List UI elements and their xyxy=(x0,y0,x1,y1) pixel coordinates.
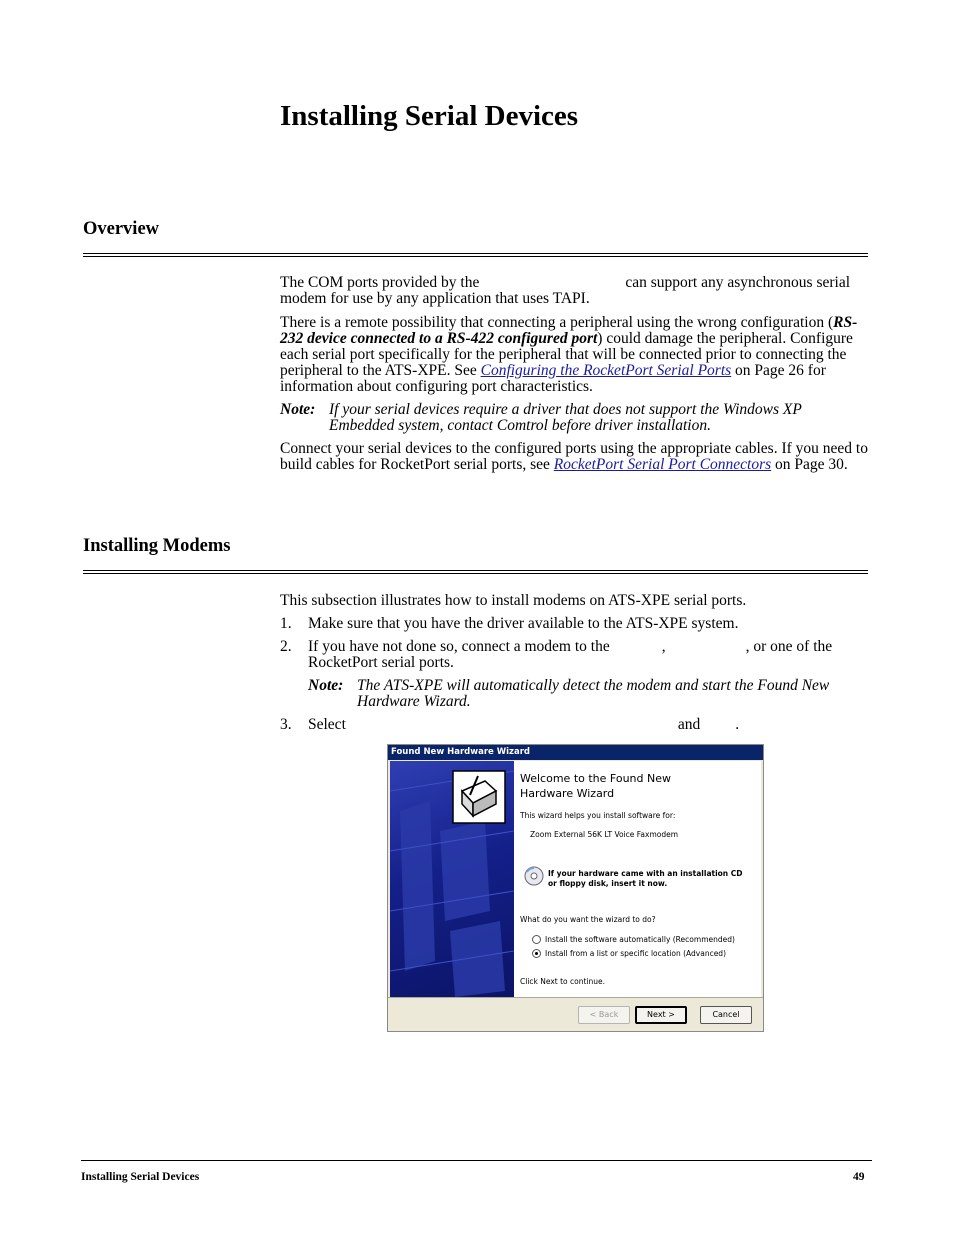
p1-text-b: can support any asynchronous serial modem for use by any application that uses TAPI. xyxy=(280,274,851,307)
p2-text-c: on Page 26 for information about configuring port characteristics. xyxy=(280,362,826,395)
overview-rule xyxy=(83,253,868,257)
radio-install-automatically[interactable] xyxy=(532,935,735,944)
overview-note xyxy=(280,402,870,434)
wizard-banner-art xyxy=(390,761,514,997)
insert-cd-text xyxy=(548,869,743,889)
modems-note xyxy=(280,678,870,710)
step-number: 3. xyxy=(280,716,292,733)
p3-text-a: Connect your serial devices to the configured ports using the appropriate cables. If you need to build cables for RocketPort serial ports, see xyxy=(280,440,868,473)
wizard-heading-line-1: Welcome to the Found New xyxy=(520,772,671,785)
step-text xyxy=(308,639,870,671)
note-text: If your serial devices require a driver that does not support the Windows XP Embedded system, contact Comtrol before driver installation. xyxy=(329,401,802,434)
footer-rule xyxy=(81,1160,872,1161)
dialog-separator xyxy=(388,997,763,998)
modems-rule xyxy=(83,570,868,574)
overview-paragraph-2 xyxy=(280,315,870,395)
cancel-button[interactable]: Cancel xyxy=(700,1006,752,1024)
back-button[interactable]: < Back xyxy=(578,1006,630,1024)
cd-icon xyxy=(523,865,545,887)
note-label: Note: xyxy=(280,401,316,418)
dialog-body xyxy=(390,761,761,997)
p3-text-b: on Page 30. xyxy=(775,456,848,473)
page-number: 49 xyxy=(853,1171,865,1183)
overview-heading: Overview xyxy=(83,219,160,239)
overview-body xyxy=(280,275,870,473)
link-configuring-ports[interactable]: Configuring the RocketPort Serial Ports xyxy=(480,362,732,379)
overview-paragraph-3 xyxy=(280,441,870,473)
wizard-helps-text: This wizard helps you install software for: xyxy=(520,811,676,820)
device-name: Zoom External 56K LT Voice Faxmodem xyxy=(530,830,679,839)
link-rocketport-connectors[interactable]: RocketPort Serial Port Connectors xyxy=(553,456,772,473)
wizard-content xyxy=(520,761,760,997)
step-number: 1. xyxy=(280,615,292,632)
note-text: The ATS-XPE will automatically detect the modem and start the Found New Hardware Wizard. xyxy=(357,677,830,710)
step-text: Make sure that you have the driver available to the ATS-XPE system. xyxy=(308,615,739,632)
modems-intro: This subsection illustrates how to install modems on ATS-XPE serial ports. xyxy=(280,592,747,609)
wizard-heading-line-2: Hardware Wizard xyxy=(520,787,615,800)
p1-text-a: The COM ports provided by the xyxy=(280,274,480,291)
overview-paragraph-1 xyxy=(280,275,870,307)
continue-text: Click Next to continue. xyxy=(520,977,606,986)
step2-text-c: , or one of the RocketPort serial ports. xyxy=(308,638,833,671)
radio-label: Install the software automatically (Recommended) xyxy=(545,935,735,944)
p2-bold-text: RS-232 device connected to a RS-422 configured port xyxy=(280,314,858,347)
cd-line-2: or floppy disk, insert it now. xyxy=(548,879,668,888)
dialog-title: Found New Hardware Wizard xyxy=(388,745,763,760)
wizard-question: What do you want the wizard to do? xyxy=(520,915,656,924)
p2-text-a: There is a remote possibility that connecting a peripheral using the wrong configuration ( xyxy=(280,314,834,331)
p2-text-b: ) could damage the peripheral. Configure each serial port specifically for the peripheral that will be connected prior to connecting the peripheral to the ATS-XPE. See xyxy=(280,330,853,379)
step3-text-a: Select xyxy=(308,716,346,733)
step3-text-c: . xyxy=(735,716,740,733)
radio-button-selected[interactable] xyxy=(532,949,541,958)
chapter-title: Installing Serial Devices xyxy=(280,100,579,132)
step-3 xyxy=(280,717,870,733)
next-button[interactable]: Next > xyxy=(635,1006,687,1024)
modems-body xyxy=(280,593,870,733)
step-number: 2. xyxy=(280,638,292,655)
hardware-icon xyxy=(390,761,514,997)
cd-line-1: If your hardware came with an installation CD xyxy=(548,869,743,878)
step-text xyxy=(308,717,739,733)
radio-label: Install from a list or specific location (Advanced) xyxy=(545,949,726,958)
note-label: Note: xyxy=(308,677,344,694)
installing-modems-heading: Installing Modems xyxy=(83,536,231,556)
step-2 xyxy=(280,639,870,671)
step2-text-a: If you have not done so, connect a modem to the xyxy=(308,638,610,655)
step3-text-b: and xyxy=(677,716,701,733)
step-1 xyxy=(280,616,870,632)
footer-title: Installing Serial Devices xyxy=(81,1171,200,1183)
radio-button[interactable] xyxy=(532,935,541,944)
wizard-heading xyxy=(520,771,671,801)
step2-text-b: , xyxy=(661,638,666,655)
radio-install-from-list[interactable] xyxy=(532,949,726,958)
found-new-hardware-wizard-dialog xyxy=(387,744,764,1032)
